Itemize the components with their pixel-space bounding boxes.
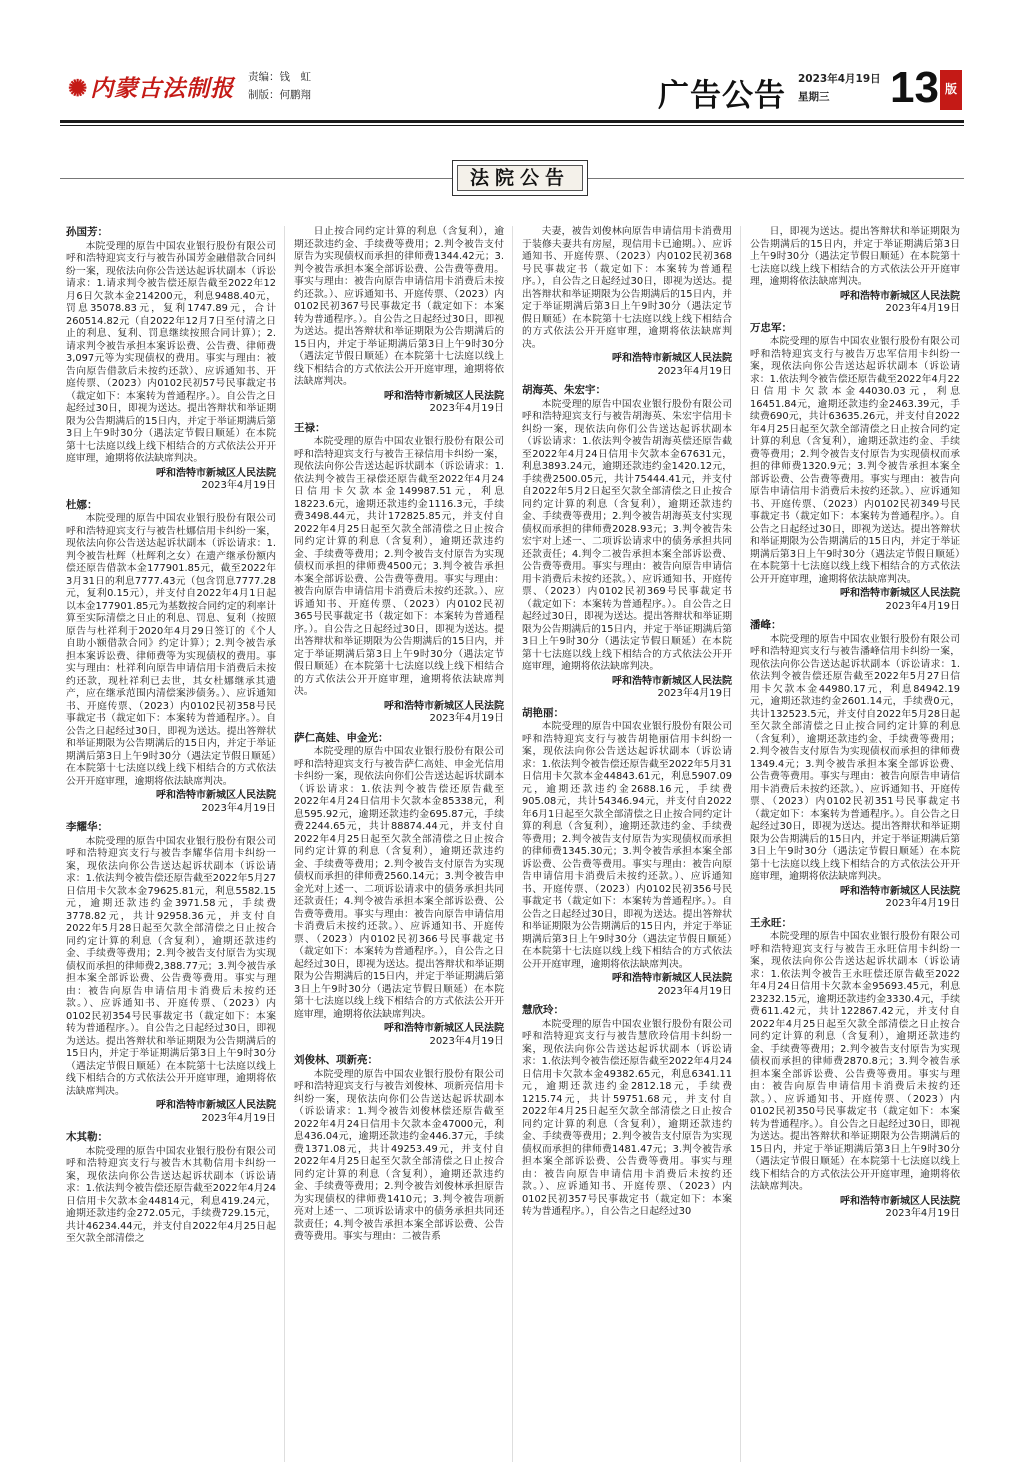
- notice-body: 本院受理的原告中国农业银行股份有限公司呼和浩特迎宾支行与被告慧欣玲信用卡纠纷一案，现依法向你公告送达起诉状副本（诉讼请求：1.依法判令被告偿还原告截至2022年4月24日信用卡欠款本金49382.65元，利息6341.11元，逾期还款违约金2812.18元，手续费1215.74元，共计59751.68元，并支付自2022年4月25日起至欠款全部清偿之日止按合同约定计算的利息（含复利），逾期还款违约金、手续费等费用；2.判令被告支付原告为实现债权而承担的律师费1481.47元；3.判令被告承担本案全部诉讼费、公告费等费用。事实与理由：被告向原告申请信用卡消费后未按约还款。）、应诉通知书、开庭传票、（2023）内0102民初357号民事裁定书（裁定如下：本案转为普通程序。），自公告之日起经过30: [522, 1018, 732, 1217]
- column-divider: [512, 226, 513, 1462]
- notice-date: 2023年4月19日: [885, 898, 960, 909]
- court-notice: [66, 1131, 276, 1246]
- notice-addressee: 杜娜：: [66, 498, 98, 511]
- notice-court-signature: 呼和浩特市新城区人民法院: [156, 1100, 276, 1111]
- court-notice: [522, 384, 732, 701]
- logo-text: 内蒙古法制报: [90, 75, 235, 102]
- notice-addressee: 王永旺：: [750, 916, 792, 929]
- header-rule-thin: [60, 125, 964, 126]
- court-notice: [294, 732, 504, 1049]
- notice-court-signature: 呼和浩特市新城区人民法院: [840, 885, 960, 897]
- date-line: 2023年4月19日: [798, 73, 881, 85]
- notice-addressee: 潘峰：: [750, 619, 782, 631]
- notice-date: 2023年4月19日: [429, 403, 504, 414]
- notice-body: 本院受理的原告中国农业银行股份有限公司呼和浩特迎宾支行与被告王永旺信用卡纠纷一案，现依法向你公告送达起诉状副本（诉讼请求：1.依法判令被告王永旺偿还原告截至2022年4月24日信用卡欠款本金95693.45元，利息23232.15元，逾期还款违约金3330.4元，手续费611.42元，共计122867.42元，并支付自2022年4月25日起至欠款全部清偿之日止按合同约定计算的利息（含复利），逾期还款违约金、手续费等费用；2.判令被告支付原告为实现债权而承担的律师费2870.8元；3.判令被告承担本案全部诉讼费、公告费等费用。事实与理由：被告向原告申请信用卡消费后未按约还款。）、应诉通知书、开庭传票、（2023）内0102民初350号民事裁定书（裁定如下：本案转为普通程序。）。自公告之日起经过30日，即视为送达。提出答辩状和举证期限为公告期满后的15日内，并定于举证期满后第3日上午9时30分（遇法定节假日顺延）在本院第十七法庭以线上线下相结合的方式依法公开开庭审理，逾期将依法缺席判决。: [750, 931, 960, 1192]
- header-rule-thick: [60, 120, 964, 123]
- notice-date: 2023年4月19日: [201, 1112, 276, 1124]
- court-notice: [522, 707, 732, 999]
- masthead: [60, 60, 964, 120]
- court-notice: [522, 1004, 732, 1219]
- notice-column-3: [522, 226, 732, 1225]
- banner-rule-right: [588, 178, 964, 179]
- notice-date: 2023年4月19日: [885, 1208, 960, 1219]
- notice-body: 本院受理的原告中国农业银行股份有限公司呼和浩特迎宾支行与被告王禄信用卡纠纷一案，现依法向你公告送达起诉状副本（诉讼请求：1.依法判令被告王禄偿还原告截至2022年4月24日信用卡欠款本金149987.51元，利息18223.6元，逾期还款违约金1116.3元，手续费3498.44元，共计172825.85元，并支付自2022年4月25日起至欠款全部清偿之日止按合同约定计算的利息（含复利），逾期还款违约金、手续费等费用；2.判令被告支付原告为实现债权而承担的律师费4500元；3.判令被告承担本案全部诉讼费、公告费等费用。事实与理由：被告向原告申请信用卡消费后未按约还款。）、应诉通知书、开庭传票、（2023）内0102民初365号民事裁定书（裁定如下：本案转为普通程序。）。自公告之日起经过30日，即视为送达。提出答辩状和举证期限为公告期满后的15日内，并定于举证期满后第3日上午9时30分（遇法定节假日顺延）在本院第十七法庭以线上线下相结合的方式依法公开开庭审理，逾期将依法缺席判决。: [294, 436, 504, 697]
- column-divider: [284, 226, 285, 1462]
- notice-date: 2023年4月19日: [429, 1035, 504, 1047]
- notice-addressee: 刘俊林、项新亮：: [294, 1054, 378, 1066]
- notice-addressee: 王禄：: [294, 421, 326, 434]
- court-notice: [294, 226, 504, 416]
- notice-body: 本院受理的原告中国农业银行股份有限公司呼和浩特迎宾支行与被告刘俊林、项新亮信用卡纠纷一案，现依法向你们公告送达起诉状副本（诉讼请求：1.判令被告刘俊林偿还原告截至2022年4月24日信用卡欠款本金47000元，利息436.04元，逾期还款违约金446.37元，手续费1371.08元，共计49253.49元，并支付自2022年4月25日起至欠款全部清偿之日止按合同约定计算的利息（含复利），逾期还款违约金、手续费等费用；2.判令被告刘俊林承担原告为实现债权的律师费1410元；3.判令被告项新亮对上述一、二项诉讼请求中的债务承担共同还款责任；4.判令被告承担本案全部诉讼费、公告费等费用。事实与理由：二被告系: [294, 1068, 504, 1242]
- notice-addressee: 胡海英、朱宏宇：: [522, 384, 606, 396]
- court-notice: [294, 422, 504, 726]
- court-notice: [66, 226, 276, 493]
- notice-body: 本院受理的原告中国农业银行股份有限公司呼和浩特迎宾支行与被告万忠军信用卡纠纷一案，现依法向你公告送达起诉状副本（诉讼请求：1.依法判令被告偿还原告截至2022年4月22日信用卡欠款本金44030.03元，利息16451.84元，逾期还款违约金2463.39元，手续费690元，共计63635.26元，并支付自2022年4月25日起至欠款全部清偿之日止按合同约定计算的利息（含复利），逾期还款违约金、手续费等费用；2.判令被告支付原告为实现债权而承担的律师费1320.9元；3.判令被告承担本案全部诉讼费、公告费等费用。事实与理由：被告向原告申请信用卡消费后未按约还款。）、应诉通知书、开庭传票、（2023）内0102民初349号民事裁定书（裁定如下：本案转为普通程序。）。自公告之日起经过30日，即视为送达。提出答辩状和举证期限为公告期满后的15日内，并定于举证期满后第3日上午9时30分（遇法定节假日顺延）在本院第十七法庭以线上线下相结合的方式依法公开开庭审理，逾期将依法缺席判决。: [750, 336, 960, 585]
- court-notice: [66, 499, 276, 816]
- page-tab: 版: [940, 70, 962, 110]
- weekday-line: 星期三: [798, 91, 830, 103]
- court-notice: [750, 322, 960, 614]
- page-number: 13: [890, 63, 939, 112]
- notice-addressee: 孙国芳：: [66, 226, 108, 238]
- notice-column-2: [294, 226, 504, 1250]
- notice-body: 夫妻，被告刘俊林向原告申请信用卡消费用于装修夫妻共有房屋，现信用卡已逾期。）、应诉通知书、开庭传票、（2023）内0102民初368号民事裁定书（裁定如下：本案转为普通程序。），自公告之日起经过30日，即视为送达。提出答辩状和举证期限为公告期满后的15日内，并定于举证期满后第3日上午9时30分（遇法定节假日顺延）在本院第十七法庭以线上线下相结合的方式依法公开开庭审理，逾期将依法缺席判决。: [522, 226, 732, 350]
- notice-body: 本院受理的原告中国农业银行股份有限公司呼和浩特迎宾支行与被告胡海英、朱宏宇信用卡纠纷一案，现依法向你们公告送达起诉状副本（诉讼请求：1.依法判令被告胡海英偿还原告截至2022年4月24日信用卡欠款本金67631元，利息3893.24元，逾期还款违约金1420.12元，手续费2500.05元，共计75444.41元，并支付自2022年5月2日起至欠款全部清偿之日止按合同约定计算的利息（含复利），逾期还款违约金、手续费等费用；2.判令被告胡海英支付实现债权而承担的律师费2028.93元；3.判令被告朱宏宇对上述一、二项诉讼请求中的债务承担共同还款责任；4.判令二被告承担本案全部诉讼费、公告费等费用。事实与理由：被告向原告申请信用卡消费后未按约还款。）、应诉通知书、开庭传票、（2023）内0102民初369号民事裁定书（裁定如下：本案转为普通程序。）。自公告之日起经过30日，即视为送达。提出答辩状和举证期限为公告期满后的15日内，并定于举证期满后第3日上午9时30分（遇法定节假日顺延）在本院第十七法庭以线上线下相结合的方式依法公开开庭审理，逾期将依法缺席判决。: [522, 398, 732, 672]
- notice-body: 本院受理的原告中国农业银行股份有限公司呼和浩特迎宾支行与被告木其勒信用卡纠纷一案，现依法向你公告送达起诉状副本（诉讼请求：1.依法判令被告偿还原告截至2022年4月24日信用卡欠款本金44814元，利息419.24元，逾期还款违约金272.05元，手续费729.15元，共计46234.44元，并支付自2022年4月25日起至欠款全部清偿之: [66, 1145, 276, 1244]
- notice-court-signature: 呼和浩特市新城区人民法院: [156, 467, 276, 479]
- notice-body: 本院受理的原告中国农业银行股份有限公司呼和浩特迎宾支行与被告潘峰信用卡纠纷一案，现依法向你公告送达起诉状副本（诉讼请求：1.依法判令被告偿还原告截至2022年5月27日信用卡欠款本金44980.17元，利息84942.19元，逾期还款违约金2601.14元，手续费0元，共计132523.5元，并支付自2022年5月28日起至欠款全部清偿之日止按合同约定计算的利息（含复利），逾期还款违约金、手续费等费用；2.判令被告支付原告为实现债权而承担的律师费1349.4元；3.判令被告承担本案全部诉讼费、公告费等费用。事实与理由：被告向原告申请信用卡消费后未按约还款。）、应诉通知书、开庭传票、（2023）内0102民初351号民事裁定书（裁定如下：本案转为普通程序。）。自公告之日起经过30日，即视为送达。提出答辩状和举证期限为公告期满后的15日内，并定于举证期满后第3日上午9时30分（遇法定节假日顺延）在本院第十七法庭以线上线下相结合的方式依法公开开庭审理，逾期将依法缺席判决。: [750, 633, 960, 882]
- banner-title: 法院公告: [457, 165, 583, 191]
- court-notice: [750, 226, 960, 316]
- court-notice: [66, 821, 276, 1125]
- notice-court-signature: 呼和浩特市新城区人民法院: [840, 588, 960, 599]
- editor-line: 责编：钱 虹: [248, 71, 311, 83]
- notice-addressee: 万忠军：: [750, 321, 792, 334]
- notice-body: 本院受理的原告中国农业银行股份有限公司呼和浩特迎宾支行与被告杜娜信用卡纠纷一案，现依法向你公告送达起诉状副本（诉讼请求：1.判令被告杜辉（杜辉利之女）在遗产继承份额内偿还原告借款本金177901.85元，截至2022年3月31日的利息7777.43元（包含罚息7777.28元，复利0.15元），并支付自2022年4月1日起以本金177901.85元为基数按合同约定的利率计算至实际清偿之日止的利息、罚息、复利（按照原告与杜祥利于2020年4月29日签订的《个人自助小额借款合同》约定计算）；2.判令被告承担本案诉讼费、律师费等为实现债权的费用。事实与理由：杜祥利向原告申请信用卡消费后未按约还款，现杜祥利已去世，其女杜娜继承其遗产，应在继承范围内清偿案涉债务。）、应诉通知书、开庭传票、（2023）内0102民初358号民事裁定书（裁定如下：本案转为普通程序。）。自公告之日起经过30日，即视为送达。提出答辩状和举证期限为公告期满后的15日内，并定于举证期满后第3日上午9时30分（遇法定节假日顺延）在本院第十七法庭以线上线下相结合的方式依法公开开庭审理，逾期将依法缺席判决。: [66, 513, 276, 787]
- notice-addressee: 木其勒：: [66, 1131, 108, 1143]
- notice-body: 本院受理的原告中国农业银行股份有限公司呼和浩特迎宾支行与被告孙国芳金融借款合同纠纷一案，现依法向你公告送达起诉状副本（诉讼请求：1.请求判令被告偿还原告截至2022年12月6日欠款本金214200元，利息9488.40元，罚息35078.83元，复利1747.89元，合计260514.82元（自2022年12月7日至付清之日止的利息、复利、罚息继续按照合同计算）；2.请求判令被告承担本案诉讼费、公告费、律师费3,097元等为实现债权的费用。事实与理由：被告向原告借款后未按约还款）、应诉通知书、开庭传票、（2023）内0102民初57号民事裁定书（裁定如下：本案转为普通程序。）。自公告之日起经过30日，即视为送达。提出答辩状和举证期限为公告期满后的15日内，并定于举证期满后第3日上午9时30分（遇法定节假日顺延）在本院第十七法庭以线上线下相结合的方式依法公开开庭审理，逾期将依法缺席判决。: [66, 240, 276, 464]
- notice-body: 日，即视为送达。提出答辩状和举证期限为公告期满后的15日内，并定于举证期满后第3日上午9时30分（遇法定节假日顺延）在本院第十七法庭以线上线下相结合的方式依法公开开庭审理，逾期将依法缺席判决。: [750, 226, 960, 287]
- notice-date: 2023年4月19日: [657, 688, 732, 699]
- court-notice: [294, 1054, 504, 1244]
- notice-date: 2023年4月19日: [201, 480, 276, 491]
- section-banner: [452, 160, 588, 196]
- notice-court-signature: 呼和浩特市新城区人民法院: [840, 290, 960, 302]
- logo-emblem-icon: ✺: [68, 75, 89, 102]
- notice-date: 2023年4月19日: [429, 713, 504, 724]
- notice-body: 日止按合同约定计算的利息（含复利），逾期还款违约金、手续费等费用；2.判令被告支付原告为实现债权而承担的律师费1344.42元；3.判令被告承担本案全部诉讼费、公告费等费用。事实与理由：被告向原告申请信用卡消费后未按约还款。）、应诉通知书、开庭传票、（2023）内0102民初367号民事裁定书（裁定如下：本案转为普通程序。）。自公告之日起经过30日，即视为送达。提出答辩状和举证期限为公告期满后的15日内，并定于举证期满后第3日上午9时30分（遇法定节假日顺延）在本院第十七法庭以线上线下相结合的方式依法公开开庭审理，逾期将依法缺席判决。: [294, 226, 504, 387]
- notice-addressee: 胡艳丽：: [522, 706, 564, 719]
- notice-column-4: [750, 226, 960, 1227]
- notice-court-signature: 呼和浩特市新城区人民法院: [384, 390, 504, 402]
- notice-body: 本院受理的原告中国农业银行股份有限公司呼和浩特迎宾支行与被告李耀华信用卡纠纷一案，现依法向你公告送达起诉状副本（诉讼请求：1.依法判令被告偿还原告截至2022年5月27日信用卡欠款本金79625.81元，利息5582.15元，逾期还款违约金3971.58元，手续费3778.82元，共计92958.36元，并支付自2022年5月28日起至欠款全部清偿之日止按合同约定计算的利息（含复利），逾期还款违约金、手续费等费用；2.判令被告支付原告为实现债权而承担的律师费2,388.77元；3.判令被告承担本案全部诉讼费、公告费等费用。事实与理由：被告向原告申请信用卡消费后未按约还款。）、应诉通知书、开庭传票、（2023）内0102民初354号民事裁定书（裁定如下：本案转为普通程序。）。自公告之日起经过30日，即视为送达。提出答辩状和举证期限为公告期满后的15日内，并定于举证期满后第3日上午9时30分（遇法定节假日顺延）在本院第十七法庭以线上线下相结合的方式依法公开开庭审理，逾期将依法缺席判决。: [66, 835, 276, 1097]
- notice-body: 本院受理的原告中国农业银行股份有限公司呼和浩特迎宾支行与被告萨仁高娃、申金光信用卡纠纷一案，现依法向你们公告送达起诉状副本（诉讼请求：1.依法判令被告偿还原告截至2022年4月24日信用卡欠款本金85338元，利息595.92元，逾期还款违约金695.87元，手续费2244.65元，共计88874.44元，并支付自2022年4月25日起至欠款全部清偿之日止按合同约定计算的利息（含复利），逾期还款违约金、手续费等费用；2.判令被告支付原告为实现债权而承担的律师费2560.14元；3.判令被告申金光对上述一、二项诉讼请求中的债务承担共同还款责任；4.判令被告承担本案全部诉讼费、公告费等费用。事实与理由：被告向原告申请信用卡消费后未按约还款。）、应诉通知书、开庭传票、（2023）内0102民初366号民事裁定书（裁定如下：本案转为普通程序。），自公告之日起经过30日，即视为送达。提出答辩状和举证期限为公告期满后的15日内，并定于举证期满后第3日上午9时30分（遇法定节假日顺延）在本院第十七法庭以线上线下相结合的方式依法公开开庭审理，逾期将依法缺席判决。: [294, 746, 504, 1020]
- notice-date: 2023年4月19日: [657, 365, 732, 377]
- banner-rule-left: [60, 178, 452, 179]
- producer-line: 制版：何鹏翔: [248, 89, 311, 101]
- newspaper-logo: [68, 70, 234, 103]
- notice-court-signature: 呼和浩特市新城区人民法院: [384, 700, 504, 712]
- issue-date: [798, 70, 886, 106]
- notice-court-signature: 呼和浩特市新城区人民法院: [612, 973, 732, 984]
- court-notice: [750, 619, 960, 911]
- notice-body: 本院受理的原告中国农业银行股份有限公司呼和浩特迎宾支行与被告胡艳丽信用卡纠纷一案，现依法向你公告送达起诉状副本（诉讼请求：1.依法判令被告偿还原告截至2022年5月31日信用卡欠款本金44843.61元，利息5907.09元，逾期还款违约金2688.16元，手续费905.08元，共计54346.94元，并支付自2022年6月1日起至欠款全部清偿之日止按合同约定计算的利息（含复利），逾期还款违约金、手续费等费用；2.判令被告支付原告为实现债权而承担的律师费1345.30元；3.判令被告承担本案全部诉讼费、公告费等费用。事实与理由：被告向原告申请信用卡消费后未按约还款。）、应诉通知书、开庭传票、（2023）内0102民初356号民事裁定书（裁定如下：本案转为普通程序。）。自公告之日起经过30日，即视为送达。提出答辩状和举证期限为公告期满后的15日内，并定于举证期满后第3日上午9时30分（遇法定节假日顺延）在本院第十七法庭以线上线下相结合的方式依法公开开庭审理，逾期将依法缺席判决。: [522, 721, 732, 970]
- court-notice: [522, 226, 732, 378]
- notice-column-1: [66, 226, 276, 1252]
- notice-addressee: 萨仁高娃、申金光：: [294, 731, 389, 744]
- court-notice: [750, 917, 960, 1221]
- notice-court-signature: 呼和浩特市新城区人民法院: [384, 1023, 504, 1034]
- notice-court-signature: 呼和浩特市新城区人民法院: [612, 675, 732, 687]
- notice-court-signature: 呼和浩特市新城区人民法院: [156, 790, 276, 801]
- column-divider: [740, 226, 741, 1462]
- notice-date: 2023年4月19日: [201, 802, 276, 814]
- notice-addressee: 李耀华：: [66, 821, 108, 833]
- editor-credits: [248, 68, 311, 104]
- notice-date: 2023年4月19日: [885, 303, 960, 314]
- notice-addressee: 慧欣玲：: [522, 1004, 564, 1016]
- notice-date: 2023年4月19日: [885, 600, 960, 612]
- notice-court-signature: 呼和浩特市新城区人民法院: [612, 353, 732, 364]
- section-title: 广告公告: [658, 78, 786, 114]
- notice-court-signature: 呼和浩特市新城区人民法院: [840, 1195, 960, 1207]
- notice-date: 2023年4月19日: [657, 985, 732, 997]
